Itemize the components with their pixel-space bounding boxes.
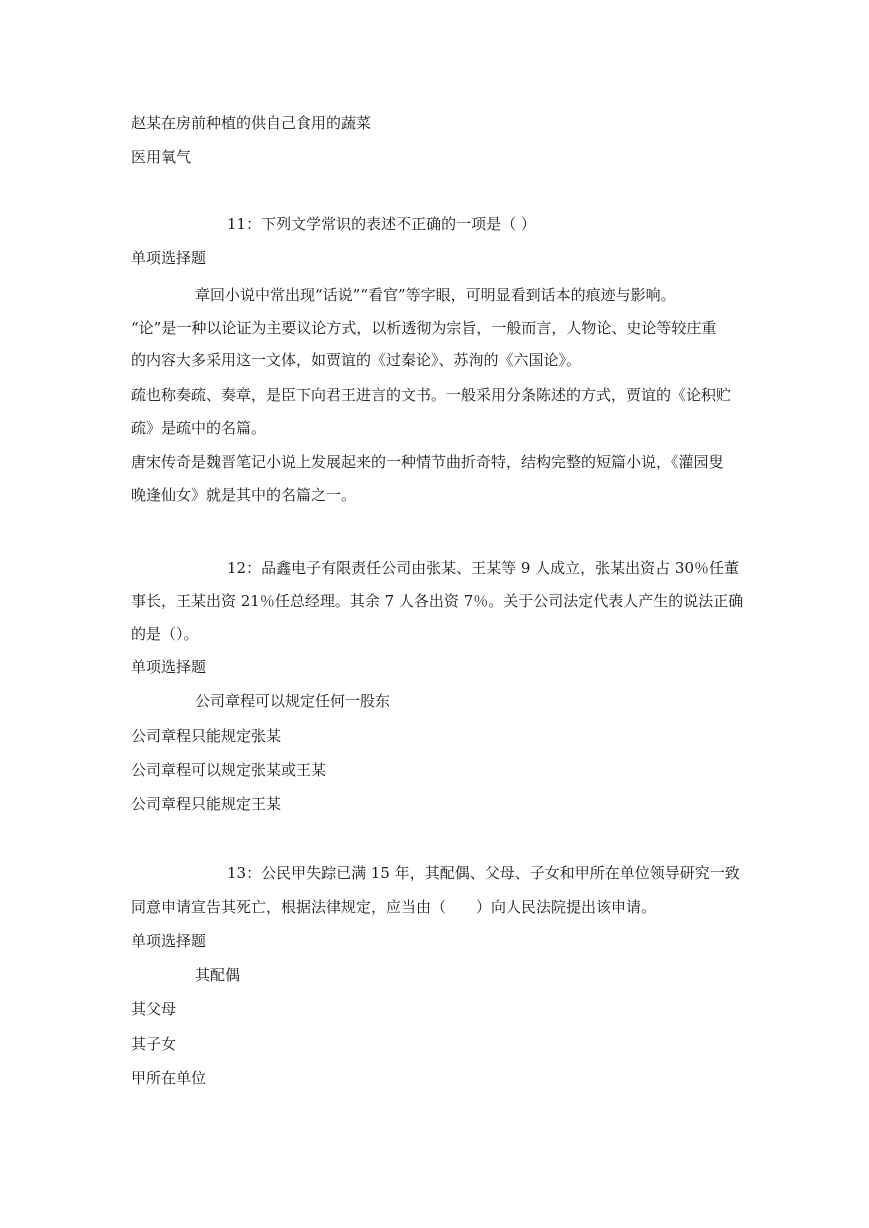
prev-option-d: 医用氧气 — [131, 148, 192, 166]
q11-option-b-line2: 的内容大多采用这一文体，如贾谊的《过秦论》、苏洵的《六国论》。 — [131, 351, 582, 369]
q13-option-c: 其子女 — [131, 1035, 177, 1053]
q13-option-d: 甲所在单位 — [131, 1069, 207, 1087]
q13-option-b: 其父母 — [131, 1000, 177, 1018]
q13-option-a: 其配偶 — [195, 966, 241, 984]
q12-stem-line1: 12：品鑫电子有限责任公司由张某、王某等 9 人成立，张某出资占 30％任董 — [227, 559, 740, 577]
q11-option-c-line1: 疏也称奏疏、奏章，是臣下向君王进言的文书。一般采用分条陈述的方式，贾谊的《论积贮 — [131, 386, 732, 404]
q13-type: 单项选择题 — [131, 932, 207, 950]
q12-option-a: 公司章程可以规定任何一股东 — [195, 692, 391, 710]
q11-option-d-line1: 唐宋传奇是魏晋笔记小说上发展起来的一种情节曲折奇特，结构完整的短篇小说，《灌园叟 — [131, 453, 724, 471]
q12-option-b: 公司章程只能规定张某 — [131, 727, 282, 745]
q11-option-c-line2: 疏》是疏中的名篇。 — [131, 419, 267, 437]
q11-type: 单项选择题 — [131, 249, 207, 267]
prev-option-c: 赵某在房前种植的供自己食用的蔬菜 — [131, 114, 372, 132]
q11-stem: 11：下列文学常识的表述不正确的一项是（ ） — [227, 215, 536, 233]
q13-stem-line1: 13：公民甲失踪已满 15 年，其配偶、父母、子女和甲所在单位领导研究一致 — [227, 864, 740, 882]
q11-option-a: 章回小说中常出现“话说”“看官”等字眼，可明显看到话本的痕迹与影响。 — [195, 286, 676, 304]
q12-option-c: 公司章程可以规定张某或王某 — [131, 761, 327, 779]
q12-stem-line2: 事长，王某出资 21％任总经理。其余 7 人各出资 7％。关于公司法定代表人产生的说法正确 — [131, 592, 744, 610]
q12-stem-line3: 的是（）。 — [131, 625, 199, 643]
q11-option-b-line1: “论”是一种以论证为主要议论方式，以析透彻为宗旨，一般而言，人物论、史论等较庄重 — [131, 319, 717, 337]
q13-stem-line2: 同意申请宣告其死亡，根据法律规定，应当由（ ）向人民法院提出该申请。 — [131, 898, 657, 916]
q12-option-d: 公司章程只能规定王某 — [131, 795, 282, 813]
q11-option-d-line2: 晚逢仙女》就是其中的名篇之一。 — [131, 486, 357, 504]
q12-type: 单项选择题 — [131, 658, 207, 676]
